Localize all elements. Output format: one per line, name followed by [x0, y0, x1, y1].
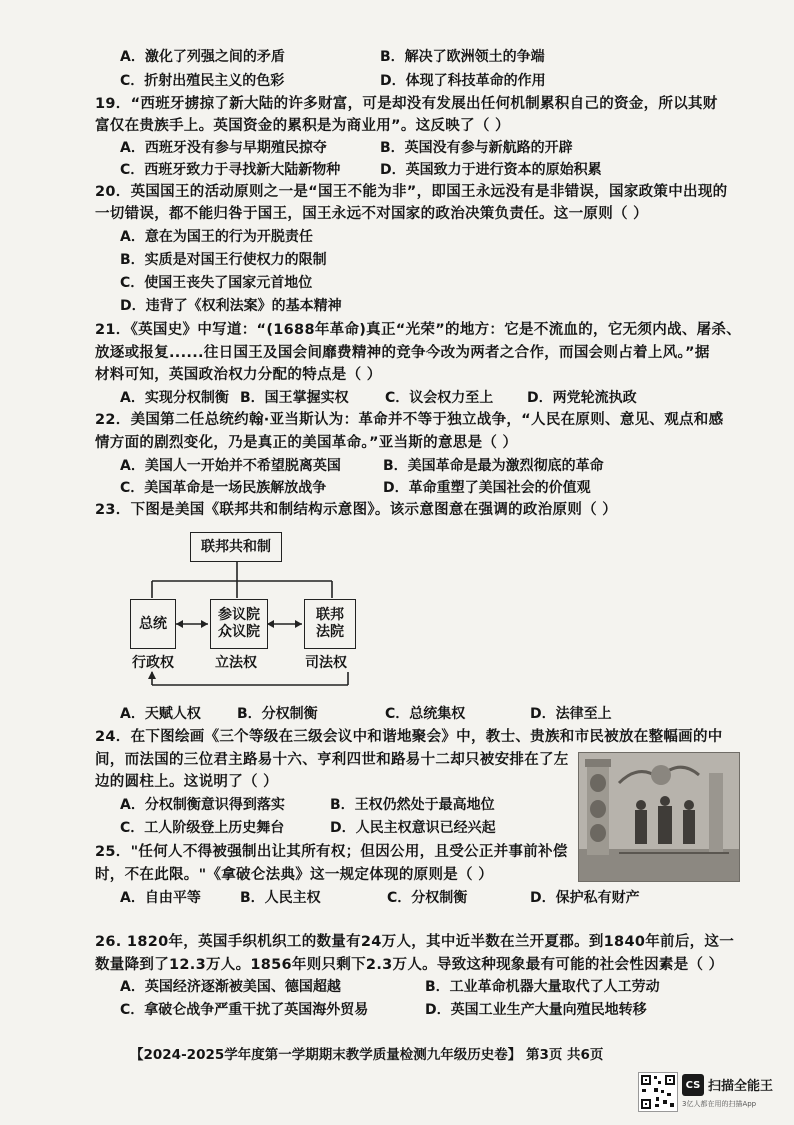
q18-option-a: A．激化了列强之间的矛盾 [120, 49, 285, 65]
q18-option-c: C．折射出殖民主义的色彩 [120, 73, 285, 89]
q20-option-c: C．使国王丧失了国家元首地位 [120, 275, 313, 291]
diagram-label-legislative: 立法权 [215, 655, 257, 671]
q21-stem-line1: 21．《英国史》中写道：“(1688年革命)真正“光荣”的地方：它是不流血的，它无须内战、屠杀、 [95, 322, 742, 338]
diagram-box-president: 总统 [130, 599, 176, 649]
q26-option-d: D．英国工业生产大量向殖民地转移 [425, 1002, 647, 1018]
q18-option-d: D．体现了科技革命的作用 [380, 73, 546, 89]
q26-option-a: A．英国经济逐渐被美国、德国超越 [120, 979, 341, 995]
diagram-box-federal-republic: 联邦共和制 [190, 532, 282, 562]
q26-stem-line2: 数量降到了12.3万人。1856年则只剩下2.3万人。导致这种现象最有可能的社会性因素是（ ） [95, 957, 724, 973]
diagram-label-executive: 行政权 [132, 655, 174, 671]
q22-option-c: C．美国革命是一场民族解放战争 [120, 480, 327, 496]
q24-option-c: C．工人阶级登上历史舞台 [120, 820, 285, 836]
q20-option-b: B．实质是对国王行使权力的限制 [120, 252, 327, 268]
diagram-court-label-2: 法院 [316, 624, 344, 640]
q24-option-a: A．分权制衡意识得到落实 [120, 797, 285, 813]
q24-stem-line3: 边的圆柱上。这说明了（ ） [95, 774, 278, 790]
q22-option-a: A．美国人一开始并不希望脱离英国 [120, 458, 341, 474]
q19-stem-line2: 富仅在贵族手上。英国资金的累积是为商业用”。这反映了（ ） [95, 118, 510, 134]
q19-option-c: C．西班牙致力于寻找新大陆新物种 [120, 162, 341, 178]
q25-option-a: A．自由平等 [120, 890, 201, 906]
q25-option-d: D．保护私有财产 [530, 890, 640, 906]
page-footer: 【2024-2025学年度第一学期期末教学质量检测九年级历史卷】 第3页 共6页 [130, 1047, 604, 1063]
q23-option-b: B．分权制衡 [237, 706, 318, 722]
q20-option-a: A．意在为国王的行为开脱责任 [120, 229, 313, 245]
diagram-box-federal-court [304, 599, 356, 649]
q20-stem-line1: 20．英国国王的活动原则之一是“国王不能为非”，即国王永远没有是非错误，国家政策中出现的 [95, 184, 728, 200]
q19-stem-line1: 19．“西班牙掳掠了新大陆的许多财富，可是却没有发展出任何机制累积自己的资金，所以其财 [95, 96, 718, 112]
estates-general-painting [578, 752, 740, 882]
diagram-box-congress [210, 599, 268, 649]
q21-option-a: A．实现分权制衡 [120, 390, 229, 406]
q25-option-b: B．人民主权 [240, 890, 321, 906]
q21-stem-line3: 材料可知，英国政治权力分配的特点是（ ） [95, 367, 382, 383]
q24-option-b: B．王权仍然处于最高地位 [330, 797, 495, 813]
q26-stem-line1: 26. 1820年，英国手织机织工的数量有24万人，其中近半数在兰开夏郡。到1840年前后，这一 [95, 934, 735, 950]
q25-stem-line2: 时，不在此限。"《拿破仑法典》这一规定体现的原则是（ ） [95, 867, 493, 883]
qr-pattern [639, 1073, 677, 1111]
q26-option-b: B．工业革命机器大量取代了人工劳动 [425, 979, 660, 995]
diagram-senate-label: 参议院 [218, 607, 260, 623]
qr-code-icon [638, 1072, 678, 1112]
q19-option-d: D．英国致力于进行资本的原始积累 [380, 162, 602, 178]
q21-option-c: C．议会权力至上 [385, 390, 494, 406]
diagram-label-judicial: 司法权 [305, 655, 347, 671]
q22-option-d: D．革命重塑了美国社会的价值观 [383, 480, 591, 496]
q19-option-b: B．英国没有参与新航路的开辟 [380, 140, 573, 156]
painting-illustration [579, 753, 739, 881]
camscanner-tagline: 3亿人都在用的扫描App [682, 1100, 757, 1108]
camscanner-name: 扫描全能王 [708, 1079, 774, 1094]
q23-stem-line1: 23．下图是美国《联邦共和制结构示意图》。该示意图意在强调的政治原则（ ） [95, 502, 618, 518]
q24-stem-line1: 24．在下图绘画《三个等级在三级会议中和谐地聚会》中，教士、贵族和市民被放在整幅画的中 [95, 729, 723, 745]
q23-option-c: C．总统集权 [385, 706, 466, 722]
diagram-court-label-1: 联邦 [316, 607, 344, 623]
camscanner-logo-icon: CS [682, 1074, 704, 1096]
q22-stem-line2: 情方面的剧烈变化，乃是真正的美国革命。”亚当斯的意思是（ ） [95, 435, 518, 451]
q23-option-d: D．法律至上 [530, 706, 612, 722]
q19-option-a: A．西班牙没有参与早期殖民掠夺 [120, 140, 327, 156]
q21-option-b: B．国王掌握实权 [240, 390, 349, 406]
q21-stem-line2: 放逐或报复......往日国王及国会间靡费精神的竞争今改为两者之合作，而国会则占着上风。”据 [95, 345, 710, 361]
q24-stem-line2: 间，而法国的三位君主路易十六、亨利四世和路易十二却只被安排在了左 [95, 752, 569, 768]
q21-option-d: D．两党轮流执政 [527, 390, 637, 406]
q22-stem-line1: 22．美国第二任总统约翰·亚当斯认为：革命并不等于独立战争，“人民在原则、意见、观点和感 [95, 412, 724, 428]
diagram-house-label: 众议院 [218, 624, 260, 640]
q26-option-c: C．拿破仑战争严重干扰了英国海外贸易 [120, 1002, 369, 1018]
q25-stem-line1: 25．"任何人不得被强制出让其所有权；但因公用，且受公正并事前补偿 [95, 844, 568, 860]
q24-option-d: D．人民主权意识已经兴起 [330, 820, 496, 836]
q20-stem-line2: 一切错误，都不能归咎于国王，国王永远不对国家的政治决策负责任。这一原则（ ） [95, 206, 648, 222]
q18-option-b: B．解决了欧洲领土的争端 [380, 49, 545, 65]
q25-option-c: C．分权制衡 [387, 890, 468, 906]
q20-option-d: D．违背了《权利法案》的基本精神 [120, 298, 342, 314]
q23-option-a: A．天赋人权 [120, 706, 201, 722]
q22-option-b: B．美国革命是最为激烈彻底的革命 [383, 458, 604, 474]
